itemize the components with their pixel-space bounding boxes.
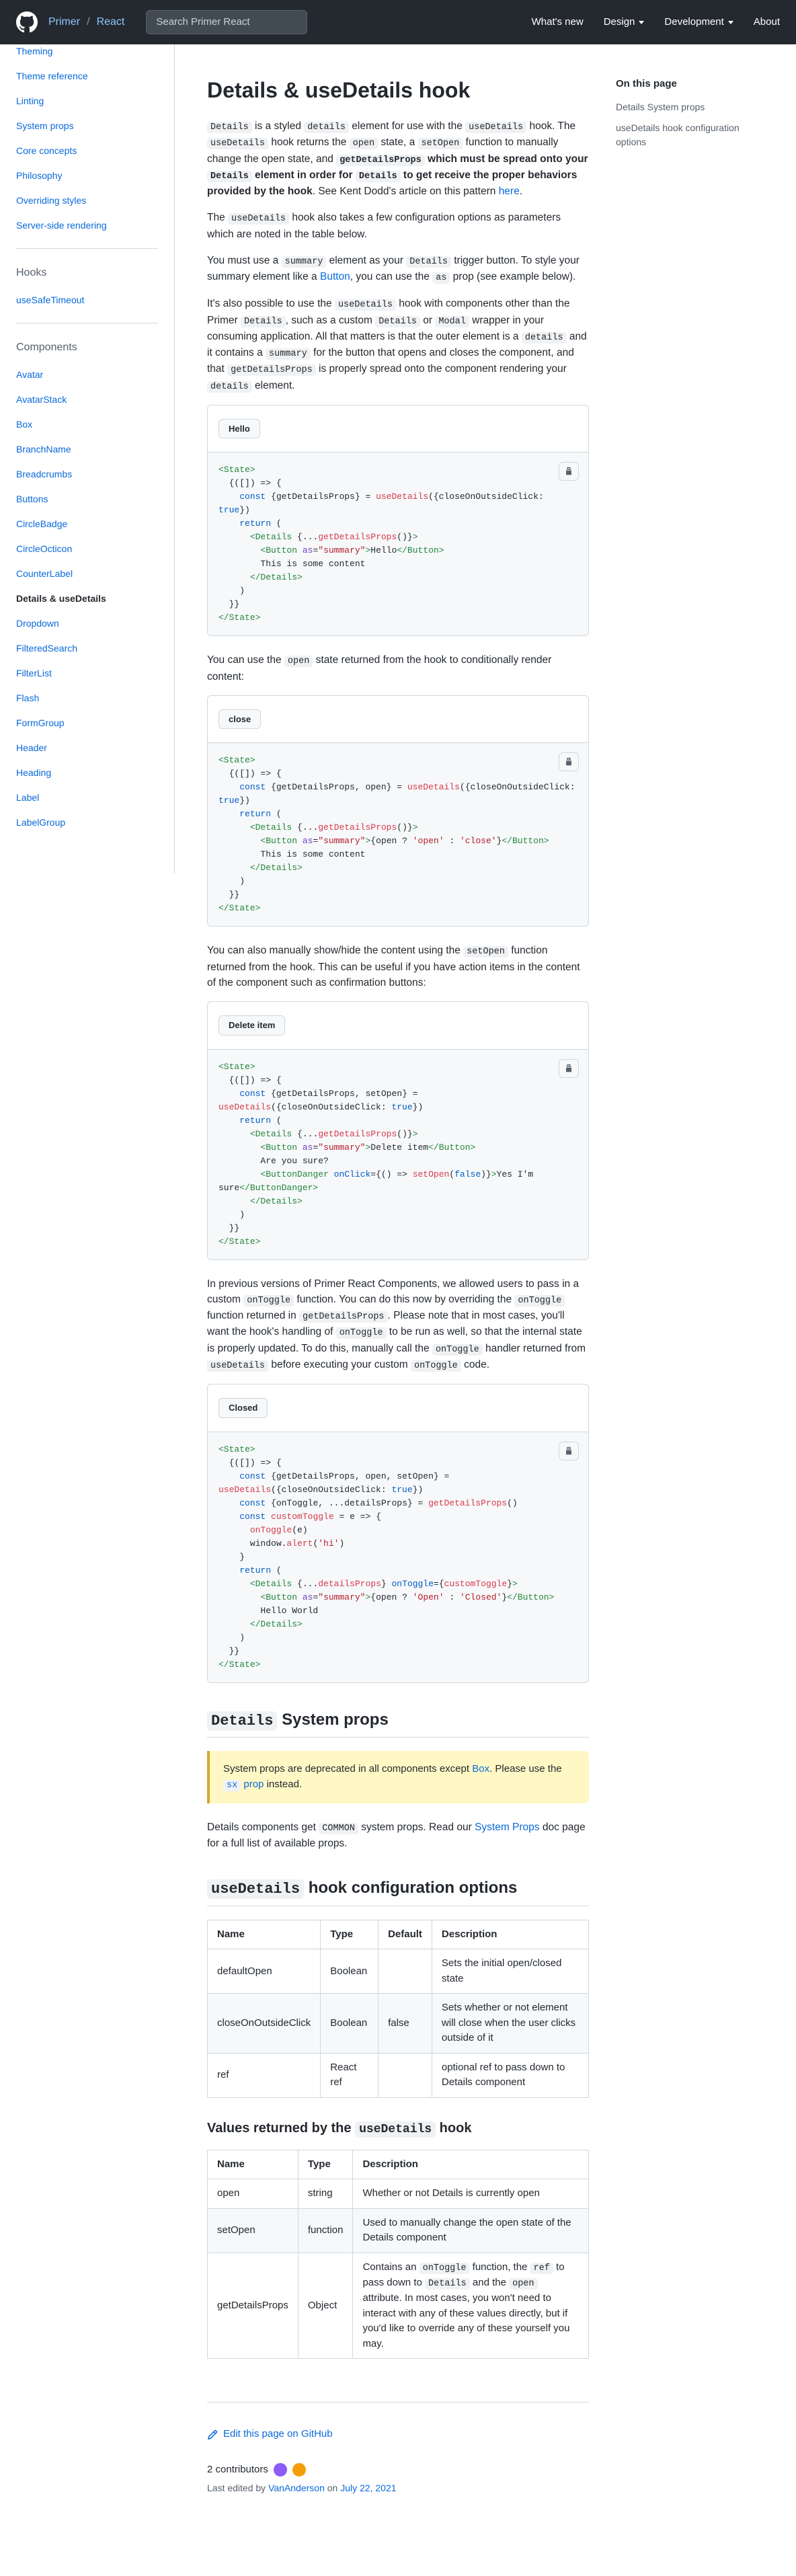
text: , such as a custom (285, 314, 376, 326)
table-cell: setOpen (208, 2208, 298, 2253)
article-link[interactable]: here (498, 186, 520, 197)
search-placeholder: Search Primer React (156, 15, 250, 28)
sidebar-item-avatar[interactable]: Avatar (16, 369, 44, 380)
table-of-contents (616, 77, 764, 156)
sidebar-item-theming[interactable]: Theming (16, 46, 53, 56)
nav-label: Development (664, 15, 724, 28)
chevron-down-icon (728, 21, 733, 24)
text: . See Kent Dodd's article on this pattern (312, 186, 499, 197)
nav-label: About (753, 15, 780, 28)
sidebar-item-breadcrumbs[interactable]: Breadcrumbs (16, 469, 73, 479)
inline-code: useDetails (465, 122, 526, 133)
text: System props are deprecated in all components except (223, 1763, 473, 1774)
table-cell: closeOnOutsideClick (208, 1994, 321, 2054)
text: or (420, 314, 436, 326)
text: for the button that opens and closes the component, and that (207, 347, 574, 375)
text: element for use with the (348, 120, 466, 132)
sidebar-heading-hooks: Hooks (16, 267, 47, 278)
config-table (207, 1920, 589, 2098)
text: to get receive the proper behaviors provided by the hook (207, 169, 578, 197)
code-editor[interactable]: <State> {([]) => { const {getDetailsProps} = useDetails({closeOnOutsideClick: true}) return ( <Details {...getDetailsProps()}> <Button as="summary">Hello</Button> This is some content </Details> ) }} </State> (208, 452, 588, 635)
table-cell: Boolean (321, 1994, 379, 2054)
sidebar-item-ssr[interactable]: Server-side rendering (16, 220, 107, 231)
nav-development[interactable] (664, 15, 733, 30)
inline-code: setOpen (418, 138, 463, 149)
button-doc-link[interactable]: Button (319, 271, 350, 282)
text: attribute. In most cases, you won't need to interact with any of these values directly, but if you'd like to override any of these yourself you may. (362, 2292, 570, 2349)
sidebar-item-theme-reference[interactable]: Theme reference (16, 71, 88, 81)
text: function returned in (207, 1310, 300, 1321)
text: You can also manually show/hide the content using the (207, 945, 464, 957)
text: instead. (264, 1778, 303, 1790)
inline-code: summary (266, 348, 311, 360)
sidebar-item-philosophy[interactable]: Philosophy (16, 170, 63, 181)
table-cell: Sets whether or not element will close when the user clicks outside of it (432, 1994, 588, 2054)
text: trigger button. To style your summary element like a (207, 254, 580, 282)
table-row (208, 2253, 589, 2359)
text: Details components get (207, 1821, 319, 1833)
inline-code: Details (207, 1711, 277, 1731)
text: Last edited by (207, 2483, 269, 2494)
text: hook with components other than the Primer (207, 298, 570, 326)
sidebar-item-buttons[interactable]: Buttons (16, 494, 48, 504)
sidebar-item-filterlist[interactable]: FilterList (16, 668, 52, 678)
text: Values returned by the (207, 2120, 356, 2136)
column-header: Type (321, 1920, 379, 1949)
returned-values-table (207, 2150, 589, 2359)
sidebar-item-formgroup[interactable]: FormGroup (16, 717, 65, 728)
inline-code: Details (241, 316, 286, 327)
table-cell: Boolean (321, 1949, 379, 1994)
inline-code: Details (356, 171, 401, 182)
text: handler returned from (482, 1342, 586, 1354)
inline-code: onToggle (243, 1295, 294, 1306)
text: System props (277, 1710, 389, 1729)
table-row (208, 2053, 589, 2097)
table-header-row (208, 2150, 589, 2179)
inline-code: open (350, 138, 378, 149)
github-logo-icon[interactable] (16, 11, 38, 33)
table-cell: false (379, 1994, 432, 2054)
text: It's also possible to use the (207, 298, 335, 310)
paragraph-open-state (207, 652, 589, 685)
sidebar-item-core-concepts[interactable]: Core concepts (16, 145, 77, 156)
copy-icon[interactable] (559, 462, 579, 481)
text: function. You can do this now by overriding the (294, 1293, 515, 1305)
text: code. (461, 1358, 490, 1370)
sidebar-item-overriding-styles[interactable]: Overriding styles (16, 195, 87, 206)
text: to be run as well, so that the internal state is properly updated. To do this, manually call the (207, 1326, 582, 1354)
inline-code: as (432, 272, 450, 284)
sidebar (0, 44, 175, 874)
table-cell: getDetailsProps (208, 2253, 298, 2359)
text: state returned from the hook to conditionally render content: (207, 654, 552, 682)
inline-code: Modal (435, 316, 469, 327)
page-footer (207, 2402, 589, 2495)
system-props-link[interactable]: System Props (475, 1821, 540, 1833)
table-row (208, 2208, 589, 2253)
chevron-down-icon (639, 21, 644, 24)
brand-title[interactable] (48, 14, 124, 30)
column-header: Default (379, 1920, 432, 1949)
table-row (208, 1949, 589, 1994)
nav-whats-new[interactable] (532, 15, 584, 30)
live-preview (208, 696, 588, 743)
toc-item-system-props[interactable]: Details System props (616, 101, 705, 112)
copy-icon[interactable] (559, 1059, 579, 1078)
inline-code: Details (425, 2278, 470, 2290)
text: on (324, 2483, 341, 2494)
text: hook (436, 2120, 472, 2136)
live-preview (208, 1002, 588, 1049)
inline-code: COMMON (319, 1823, 358, 1834)
text: prop (see example below). (450, 271, 576, 282)
inline-code: open (284, 656, 313, 667)
sidebar-item-circlebadge[interactable]: CircleBadge (16, 518, 68, 529)
paragraph-setopen (207, 943, 589, 990)
preview-summary-button[interactable]: Hello (218, 419, 260, 439)
pencil-icon (207, 2429, 218, 2440)
sidebar-item-linting[interactable]: Linting (16, 95, 44, 106)
text: before executing your custom (268, 1358, 411, 1370)
nav-design[interactable] (604, 15, 645, 30)
text: element. (251, 379, 295, 391)
table-cell: optional ref to pass down to Details component (432, 2053, 588, 2097)
inline-code: getDetailsProps (299, 1311, 388, 1323)
nav-label: Design (603, 15, 635, 28)
text: state, a (378, 136, 418, 149)
table-cell (379, 1949, 432, 1994)
table-cell: ref (208, 2053, 321, 2097)
intro-paragraph-1 (207, 118, 589, 199)
text: and it contains a (207, 330, 587, 358)
paragraph-ontoggle (207, 1276, 589, 1374)
code-example-2 (207, 695, 589, 927)
inline-code: onToggle (336, 1327, 387, 1339)
text: element as your (326, 254, 407, 266)
last-edited (207, 2481, 589, 2495)
text: system props. Read our (358, 1821, 475, 1833)
commit-date-link[interactable]: July 22, 2021 (340, 2483, 397, 2494)
heading-system-props (207, 1710, 589, 1738)
text: . Please note that in most cases, you'll want the hook's handling of (207, 1310, 565, 1338)
deprecation-note (207, 1751, 589, 1803)
sidebar-item-usesafetimeout[interactable]: useSafeTimeout (16, 295, 85, 305)
avatar[interactable] (274, 2463, 287, 2476)
text: wrapper in your consuming application. All that matters is that the outer element is a (207, 314, 544, 342)
sidebar-group-components (16, 340, 158, 841)
inline-code: useDetails (355, 2121, 436, 2138)
sidebar-heading-components: Components (16, 342, 77, 353)
table-row (208, 2179, 589, 2209)
inline-code: useDetails (207, 138, 268, 149)
avatar[interactable] (292, 2463, 306, 2476)
text: is a styled (251, 120, 305, 132)
inline-code: onToggle (411, 1360, 461, 1372)
paragraph-common-props (207, 1820, 589, 1852)
table-cell: defaultOpen (208, 1949, 321, 1994)
table-cell (353, 2253, 589, 2359)
code-example-1 (207, 405, 589, 637)
text: . Please use the (489, 1763, 562, 1774)
inline-code: Details (406, 256, 451, 268)
table-cell: Sets the initial open/closed state (432, 1949, 588, 1994)
inline-code: useDetails (207, 1879, 304, 1899)
brand-product: React (96, 16, 125, 28)
text: You must use a (207, 254, 282, 266)
toc-item-config-options[interactable]: useDetails hook configuration options (616, 122, 740, 147)
table-cell: open (208, 2179, 298, 2209)
sidebar-item-details[interactable]: Details & useDetails (16, 593, 106, 604)
heading-config-options (207, 1878, 589, 1906)
text: . (519, 186, 523, 197)
code-editor[interactable]: <State> {([]) => { const {getDetailsProps, open, setOpen} = useDetails({closeOnOutsideClick: true}) const {onToggle, ...detailsProps} = getDetailsProps() const customToggle = e => { onToggle(e) window.alert('hi') } return ( <Details {...detailsProps} onToggle={customToggle}> <Button as="summary">{open ? 'Open' : 'Closed'}</Button> Hello World </Details> ) }} </State> (208, 1432, 588, 1682)
table-cell: function (298, 2208, 353, 2253)
text: is properly spread onto the component rendering your (315, 363, 567, 375)
inline-code: ref (530, 2263, 553, 2274)
nav-about[interactable] (754, 15, 780, 30)
text: In previous versions of Primer React Components, we allowed users to pass in a custom (207, 1278, 580, 1305)
sidebar-item-box[interactable]: Box (16, 419, 33, 430)
toc-heading: On this page (616, 78, 677, 89)
code-example-4 (207, 1384, 589, 1683)
copy-icon[interactable] (559, 1442, 579, 1460)
sidebar-item-counterlabel[interactable]: CounterLabel (16, 568, 73, 579)
table-row (208, 1994, 589, 2054)
column-header: Type (298, 2150, 353, 2179)
code-editor[interactable]: <State> {([]) => { const {getDetailsProps, setOpen} = useDetails({closeOnOutsideClick: true}) return ( <Details {...getDetailsProps()}> <Button as="summary">Delete item</Button> Are you sure? <ButtonDanger onClick={() => setOpen(false)}>Yes I'm sure</ButtonDanger> </Details> ) }} </State> (208, 1049, 588, 1259)
box-link[interactable]: Box (472, 1763, 490, 1774)
inline-code: details (522, 332, 567, 344)
text: You can use the (207, 654, 284, 666)
intro-paragraph-2 (207, 210, 589, 242)
inline-code: onToggle (514, 1295, 565, 1306)
inline-code: Details (207, 122, 252, 133)
text: hook returns the (268, 136, 350, 149)
text: Contains an (362, 2261, 420, 2273)
column-header: Description (353, 2150, 589, 2179)
text: to pass down to (362, 2261, 565, 2288)
inline-code: onToggle (432, 1344, 483, 1356)
text: function to manually change the open state, and (207, 136, 559, 165)
table-cell: Used to manually change the open state of the Details component (353, 2208, 589, 2253)
code-example-3 (207, 1001, 589, 1260)
sidebar-item-heading[interactable]: Heading (16, 767, 52, 778)
heading-returned-values (207, 2118, 589, 2139)
inline-code: details (207, 381, 252, 393)
sidebar-item-system-props[interactable]: System props (16, 120, 74, 131)
intro-paragraph-4 (207, 296, 589, 394)
edit-on-github-link[interactable] (207, 2427, 589, 2442)
table-cell (379, 2053, 432, 2097)
text: element in order for (251, 169, 356, 181)
brand-name: Primer (48, 16, 81, 28)
text: hook. The (526, 120, 576, 132)
inline-code: useDetails (335, 299, 396, 311)
inline-code: Details (207, 171, 252, 182)
text: hook configuration options (304, 1879, 518, 1898)
table-cell: string (298, 2179, 353, 2209)
text: prop (243, 1778, 264, 1790)
sidebar-item-flash[interactable]: Flash (16, 693, 40, 703)
table-cell: Object (298, 2253, 353, 2359)
sidebar-item-header[interactable]: Header (16, 742, 47, 753)
table-cell: React ref (321, 2053, 379, 2097)
inline-code: Details (375, 316, 420, 327)
inline-code: useDetails (228, 213, 289, 225)
inline-code: summary (282, 256, 327, 268)
preview-summary-button[interactable]: close (218, 709, 261, 730)
copy-icon[interactable] (559, 752, 579, 771)
text: , you can use the (350, 271, 433, 282)
sidebar-item-labelgroup[interactable]: LabelGroup (16, 817, 66, 828)
preview-summary-button[interactable]: Delete item (218, 1015, 285, 1036)
sidebar-group-getting-started (16, 44, 158, 249)
inline-code: sx (223, 1780, 241, 1791)
intro-paragraph-3 (207, 253, 589, 286)
sidebar-item-avatarstack[interactable]: AvatarStack (16, 394, 67, 405)
preview-summary-button[interactable]: Closed (218, 1398, 268, 1418)
top-nav-links (532, 15, 780, 30)
top-navbar (0, 0, 796, 44)
text: which must be spread onto your (424, 153, 588, 165)
inline-code: useDetails (207, 1360, 268, 1372)
inline-code: getDetailsProps (336, 155, 425, 166)
column-header: Name (208, 2150, 298, 2179)
text: and the (469, 2277, 510, 2288)
inline-code: details (304, 122, 349, 133)
code-editor[interactable]: <State> {([]) => { const {getDetailsProps, open} = useDetails({closeOnOutsideClick: true}) return ( <Details {...getDetailsProps()}> <Button as="summary">{open ? 'open' : 'close'}</Button> This is some content </Details> ) }} </State> (208, 742, 588, 926)
text: The (207, 212, 229, 224)
sidebar-item-filteredsearch[interactable]: FilteredSearch (16, 643, 78, 654)
text: function returned from the hook. This can be useful if you have action items in the content of the component such as confirmation buttons: (207, 945, 580, 988)
inline-code: getDetailsProps (227, 364, 316, 376)
live-preview (208, 1384, 588, 1432)
contributors (207, 2462, 589, 2478)
nav-label: What's new (531, 15, 584, 28)
contributors-count: 2 contributors (207, 2463, 268, 2475)
author-link[interactable]: VanAnderson (268, 2483, 325, 2494)
inline-code: onToggle (420, 2263, 470, 2274)
page-title: Details & useDetails hook (207, 78, 471, 102)
sidebar-item-dropdown[interactable]: Dropdown (16, 618, 59, 629)
search-input[interactable] (146, 10, 307, 34)
live-preview (208, 405, 588, 453)
sx-prop-link[interactable] (223, 1779, 264, 1790)
text: hook also takes a few configuration options as parameters which are noted in the table below. (207, 212, 561, 240)
sidebar-item-circleocticon[interactable]: CircleOcticon (16, 543, 73, 554)
sidebar-item-label[interactable]: Label (16, 792, 40, 803)
column-header: Description (432, 1920, 588, 1949)
table-cell: Whether or not Details is currently open (353, 2179, 589, 2209)
sidebar-group-hooks (16, 265, 158, 323)
main-content (207, 44, 589, 2495)
table-header-row (208, 1920, 589, 1949)
edit-label: Edit this page on GitHub (223, 2428, 333, 2440)
text: function, the (469, 2261, 530, 2273)
column-header: Name (208, 1920, 321, 1949)
text: doc page for a full list of available props. (207, 1821, 586, 1849)
inline-code: setOpen (463, 946, 508, 958)
brand-separator: / (87, 16, 90, 28)
inline-code: open (509, 2278, 537, 2290)
sidebar-item-branchname[interactable]: BranchName (16, 444, 71, 455)
